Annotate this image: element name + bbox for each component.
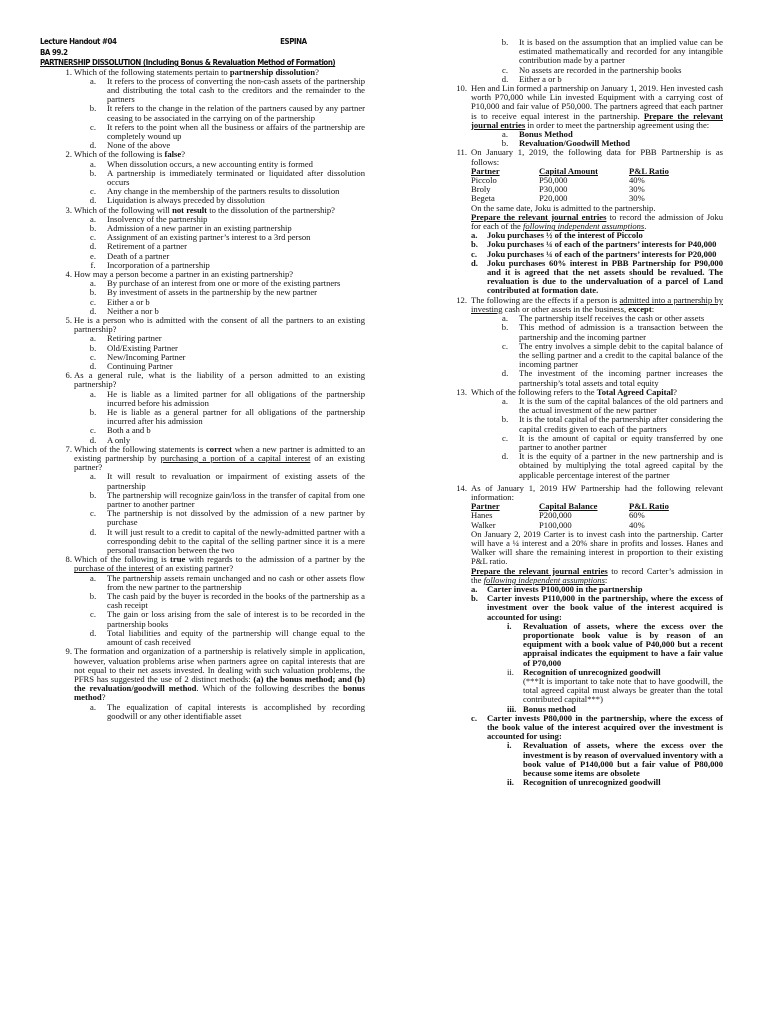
option-letter: c. <box>90 121 96 132</box>
option <box>501 414 723 434</box>
table-cell: 60% <box>629 510 645 521</box>
option-letter: b. <box>89 167 97 178</box>
option-letter: b. <box>501 37 509 47</box>
option-text: None of the above <box>107 140 171 151</box>
instruction-italic: following independent assumptions <box>523 221 645 232</box>
option-text: A partnership is immediately terminated or liquidated after dissolution occurs <box>107 167 365 187</box>
option-letter: a. <box>90 333 96 344</box>
question-number: 7. <box>65 443 72 454</box>
document-header <box>40 36 336 68</box>
option-text: The partnership assets remain unchanged and no cash or other assets flow from the new partner to the partnership <box>107 572 365 592</box>
option-text: This method of admission is a transaction between the partnership and the incoming partner <box>519 322 723 342</box>
option-text: It will result to revaluation or impairment of existing assets of the partnership <box>107 471 365 491</box>
option-text: Revaluation/Goodwill Method <box>519 138 631 149</box>
question-10-options <box>501 129 723 149</box>
option-letter: a. <box>90 213 96 224</box>
option-text: He is liable as a limited partner for all obligations of the partnership incurred before his admission <box>107 388 365 408</box>
question-text: Which of the following statements is <box>74 443 206 454</box>
table-cell: P50,000 <box>539 175 568 186</box>
question-text: Which of the following will <box>74 204 173 215</box>
option-text: He is liable as a general partner for all obligations of the partnership incurred after his admission <box>107 407 365 427</box>
sub-roman: i. <box>507 740 512 751</box>
question-9 <box>65 646 365 703</box>
sub-text: Carter invests P100,000 in the partnership <box>487 583 643 594</box>
course-code: BA 99.2 <box>40 46 68 57</box>
instruction-text: : <box>604 574 608 585</box>
question-text: As of January 1, 2019 HW Partnership had the following relevant information: <box>471 482 723 502</box>
option-text: Any change in the membership of the partners results to dissolution <box>107 186 340 197</box>
sub-letter: d. <box>471 257 478 268</box>
question-number: 4. <box>65 268 72 279</box>
option-letter: c. <box>90 609 96 620</box>
option-letter: d. <box>89 434 97 445</box>
option-letter: b. <box>89 287 97 298</box>
option-letter: c. <box>502 432 508 443</box>
option <box>89 526 365 556</box>
option-text: No assets are recorded in the partnership books <box>519 64 682 75</box>
option-letter: a. <box>90 75 96 86</box>
option <box>502 432 723 452</box>
question-7-options <box>89 471 365 556</box>
instruction-emphasis: Prepare the relevant journal entries <box>471 211 607 222</box>
column-header: P&L Ratio <box>629 501 669 512</box>
question-text: ? <box>315 66 319 77</box>
option <box>90 508 365 528</box>
option-letter: d. <box>89 627 97 638</box>
question-13-options <box>501 395 723 480</box>
option-text: The partnership will recognize gain/loss in the transfer of capital from one partner to another partner <box>107 489 365 510</box>
option-letter: c. <box>502 64 508 75</box>
question-14 <box>456 482 723 502</box>
option-text: The partnership is not dissolved by the admission of a new partner by purchase <box>107 508 365 528</box>
option-text: Death of a partner <box>107 250 170 261</box>
question-number: 14. <box>456 482 467 493</box>
option <box>89 167 365 187</box>
question-5 <box>65 314 365 335</box>
option-text: Admission of a new partner in an existing partnership <box>107 222 292 233</box>
option-letter: b. <box>501 322 509 333</box>
question-2-options <box>89 158 365 206</box>
document-title: PARTNERSHIP DISSOLUTION (Including Bonus & Revaluation Method of Formation) <box>40 57 336 67</box>
question-14-sub-c-item <box>507 740 723 779</box>
option-letter: c. <box>90 508 96 519</box>
option-text: Retirement of a partner <box>107 241 187 252</box>
question-emphasis: false <box>164 149 182 160</box>
question-emphasis: (a) the bonus method; and (b) the revaluation/goodwill method <box>74 673 365 694</box>
option-letter: a. <box>90 278 96 289</box>
left-column <box>40 36 365 721</box>
sub-letter: b. <box>471 239 478 250</box>
option-text: It refers to the process of converting the non-cash assets of the partnership and distributing the total cash to the creditors and the remainder to the partners <box>107 75 365 105</box>
sub-letter: b. <box>471 593 478 604</box>
question-14-note: On January 2, 2019 Carter is to invest cash into the partnership. Carter will have a ¼ interest and a 20% share in profits and losses. Hanes and Walker will share the remaining interest in proportion to their existing P&L ratio. <box>471 528 723 567</box>
question-9-options-right <box>501 37 723 84</box>
option <box>89 627 365 648</box>
option-text: It is the sum of the capital balances of the old partners and the actual investment of the new partner <box>519 395 723 416</box>
question-text: when a new partner is admitted to an existing partnership by <box>74 443 365 464</box>
option-letter: c. <box>90 186 96 197</box>
sub-text: Bonus method <box>523 703 576 714</box>
question-number: 1. <box>65 66 72 77</box>
sub-text: Carter invests P110,000 in the partnership, where the excess of investment over the book value of the interest acquired is accounted for using: <box>487 593 723 622</box>
question-6 <box>65 370 365 390</box>
option-letter: c. <box>90 351 96 362</box>
table-cell: Walker <box>471 519 496 530</box>
option-text: The investment of the incoming partner increases the partnership’s total assets and total equity <box>519 368 723 388</box>
question-7 <box>65 443 365 473</box>
question-text: The following are the effects if a person is <box>471 294 620 305</box>
question-8-options <box>89 572 365 648</box>
option-letter: b. <box>501 138 509 149</box>
option-letter: c. <box>90 232 96 243</box>
option <box>90 425 365 436</box>
instruction-text: . <box>644 221 647 232</box>
question-14-sub-b-item <box>507 620 723 668</box>
question-number: 5. <box>65 314 72 325</box>
option-letter: c. <box>90 425 96 436</box>
option-letter: b. <box>89 103 97 114</box>
right-column <box>403 38 723 787</box>
option-letter: a. <box>90 388 96 399</box>
column-header: P&L Ratio <box>629 165 669 176</box>
question-text: Hen and Lin formed a partnership on January 1, 2019. Hen invested cash worth P70,000 while Lin invested Equipment with a carrying cost of P10,000 and fair value of P50,000. The partners agreed that each partner is to receive equal interest in the partnership. <box>471 83 723 121</box>
table-cell: Piccolo <box>471 175 497 186</box>
option-text: It is the equity of a partner in the new partnership and is obtained by multiplying the total agreed capital by the applicable percentage interest of the partner <box>519 451 723 480</box>
option-text: It will just result to a credit to capital of the newly-admitted partner with a corresponding debit to the capital of the selling partner since it is a mere personal transaction between the two <box>107 526 365 556</box>
question-text: in order to meet the partnership agreement using the: <box>525 119 710 130</box>
option <box>90 121 365 141</box>
option <box>89 407 365 427</box>
column-header: Partner <box>471 165 500 176</box>
option-letter: d. <box>89 195 97 206</box>
question-1-options <box>89 75 365 151</box>
question-emphasis: correct <box>205 443 233 454</box>
question-text: Which of the following is <box>74 554 171 565</box>
question-text: . Which of the following describes the <box>196 683 344 694</box>
option <box>90 609 365 629</box>
question-11-note: On the same date, Joku is admitted to the partnership. <box>471 202 656 213</box>
sub-letter: a. <box>471 230 478 241</box>
question-number: 10. <box>456 83 467 94</box>
option-text: Either a or b <box>107 296 150 307</box>
question-10 <box>456 83 723 130</box>
option-text: Incorporation of a partnership <box>107 259 210 270</box>
table-cell: P200,000 <box>539 510 572 521</box>
option <box>502 395 723 416</box>
sub-text: Carter invests P80,000 in the partnership, where the excess of the book value of the interest acquired over the investment is accounted for using: <box>487 712 723 742</box>
table-cell: 30% <box>629 193 645 204</box>
table-cell: Begeta <box>471 193 495 204</box>
question-text: He is a person who is admitted with the consent of all the partners to an existing partnership? <box>74 314 365 335</box>
option-letter: d. <box>501 368 509 379</box>
instruction-text: to record the admission of Joku for each of the <box>471 211 723 232</box>
sub-text: Joku purchases ¼ of each of the partners’ interests for P40,000 <box>487 239 717 250</box>
option-text: Either a or b <box>519 73 562 84</box>
sub-roman: iii. <box>507 703 517 714</box>
option-letter: d. <box>89 361 97 371</box>
question-emphasis: except <box>628 303 652 314</box>
question-number: 9. <box>65 646 72 657</box>
question-emphasis: Prepare the relevant journal entries <box>471 110 723 130</box>
column-header: Capital Balance <box>539 501 598 512</box>
question-number: 2. <box>65 149 72 160</box>
question-8 <box>65 554 365 574</box>
question-12-options <box>501 313 723 388</box>
option-text: New/Incoming Partner <box>107 351 186 362</box>
option-text: The cash paid by the buyer is recorded in the books of the partnership as a cash receipt <box>107 591 365 611</box>
option <box>89 103 365 123</box>
question-11-instruction <box>471 213 723 231</box>
question-emphasis: true <box>170 554 186 565</box>
instruction-text: to record Carter’s admission in the <box>471 565 723 585</box>
question-11 <box>456 147 723 167</box>
option-letter: d. <box>89 140 97 151</box>
option-letter: a. <box>502 129 508 140</box>
sub-letter: a. <box>471 583 478 594</box>
question-number: 3. <box>65 204 72 215</box>
instruction-emphasis: Prepare the relevant journal entries <box>471 565 608 576</box>
option <box>502 340 723 370</box>
option <box>89 591 365 611</box>
option-letter: b. <box>89 489 97 500</box>
question-underline: purchase of the interest <box>74 563 154 574</box>
option <box>89 489 365 510</box>
table-cell: 40% <box>629 519 645 530</box>
sub-text: Joku purchases ¼ of each of the partners’ interests for P20,000 <box>487 248 717 259</box>
table-cell: P100,000 <box>539 519 572 530</box>
option <box>90 701 365 721</box>
question-9-options-left <box>90 701 365 721</box>
option <box>501 37 723 66</box>
sub-letter: c. <box>471 712 477 723</box>
question-number: 6. <box>65 370 72 381</box>
question-text: On January 1, 2019, the following data for PBB Partnership is as follows: <box>471 147 723 167</box>
pbb-capital-table <box>471 167 669 204</box>
question-text: of an existing partner? <box>153 563 234 574</box>
question-emphasis: Total Agreed Capital <box>596 386 674 397</box>
question-11-sub <box>471 257 723 296</box>
sub-text: Joku purchases 60% interest in PBB Partnership for P90,000 and it is agreed that the net assets should be revalued. The revaluation is due to the undervaluation of a parcel of Land contributed at formation date. <box>487 257 723 296</box>
table-cell: P20,000 <box>539 193 568 204</box>
question-text: ? <box>101 692 106 703</box>
option-letter: d. <box>89 526 97 537</box>
option-text: Insolvency of the partnership <box>107 213 208 224</box>
hw-capital-table <box>471 502 669 530</box>
option-letter: a. <box>90 572 96 583</box>
table-cell: Broly <box>471 184 491 195</box>
sub-letter: c. <box>471 248 477 259</box>
option-text: Both a and b <box>107 425 151 436</box>
sub-roman: ii. <box>507 777 514 788</box>
question-text: How may a person become a partner in an existing partnership? <box>74 268 294 279</box>
option-text: Continuing Partner <box>107 361 173 371</box>
question-text: The formation and organization of a partnership is relatively simple in application, however, valuation problems arise when partners agree on capital interests that are not equal to their net assets invested. In dealing with such valuation problems, the PFRS has suggested the use of 2 distinct methods: <box>74 646 365 684</box>
option-letter: d. <box>501 451 509 462</box>
option-text: Bonus Method <box>519 129 573 140</box>
question-text: cash or other assets in the business, <box>502 303 629 314</box>
question-14-sub-c <box>471 712 723 742</box>
question-text: ? <box>673 386 677 397</box>
question-text: Which of the following is <box>74 149 165 160</box>
option-letter: e. <box>90 250 96 261</box>
table-cell: 30% <box>629 184 645 195</box>
option-text: It refers to the point when all the business or affairs of the partnership are completely wound up <box>107 121 365 141</box>
option-text: When dissolution occurs, a new accounting entity is formed <box>107 158 313 169</box>
option-text: Neither a nor b <box>107 305 159 316</box>
option-text: The gain or loss arising from the sale of interest is to be recorded in the partnership books <box>107 609 365 629</box>
option-letter: f. <box>90 259 96 270</box>
option-text: It refers to the change in the relation of the partners caused by any partner ceasing to be associated in the carrying on of the partnership <box>107 103 365 123</box>
option-text: The partnership itself receives the cash or other assets <box>519 313 705 324</box>
question-text: ? <box>181 149 186 160</box>
option-letter: a. <box>502 395 508 406</box>
option <box>501 451 723 480</box>
option-letter: d. <box>89 241 97 252</box>
question-underline: purchasing a portion of a capital interest <box>160 453 311 464</box>
question-text: Which of the following refers to the <box>471 386 597 397</box>
question-underline: admitted into a partnership by investing <box>471 294 723 314</box>
option <box>90 471 365 491</box>
table-cell: Hanes <box>471 510 493 521</box>
option-text: By investment of assets in the partnership by the new partner <box>107 287 318 298</box>
option-letter: b. <box>501 414 509 425</box>
question-14-sub-b <box>471 593 723 622</box>
option-text: Old/Existing Partner <box>107 342 178 353</box>
option <box>501 322 723 342</box>
sub-roman: i. <box>507 620 512 631</box>
option-letter: b. <box>89 591 97 602</box>
option <box>90 572 365 592</box>
handout-number: Lecture Handout #04 <box>40 36 117 46</box>
question-text: As a general rule, what is the liability of a person admitted to an existing partnership? <box>74 370 365 390</box>
option-text: The entry involves a simple debit to the capital balance of the selling partner and a credit to the capital balance of the incoming partner <box>519 340 723 370</box>
sub-text: Recognition of unrecognized goodwill <box>523 666 661 677</box>
column-header: Capital Amount <box>539 165 598 176</box>
option-text: The equalization of capital interests is accomplished by recording goodwill or any other identifiable asset <box>107 701 365 721</box>
option <box>501 368 723 388</box>
question-number: 13. <box>456 386 467 397</box>
question-text: with regards to the admission of a partner by the <box>185 554 365 565</box>
option-letter: a. <box>90 158 96 169</box>
option-text: By purchase of an interest from one or more of the existing partners <box>107 278 341 289</box>
option-letter: a. <box>90 701 96 712</box>
option-text: A only <box>107 434 131 445</box>
question-4-options <box>89 278 365 316</box>
question-text: of an existing partner? <box>74 453 365 473</box>
option-text: Assignment of an existing partner’s interest to a 3rd person <box>107 232 311 243</box>
option-letter: a. <box>90 471 96 482</box>
option-text: It is based on the assumption that an implied value can be estimated mathematically and recorded for any intangible contribution made by a partner <box>519 37 723 66</box>
option-text: Total liabilities and equity of the partnership will change equal to the amount of cash received <box>107 627 365 648</box>
instruction-italic: following independent assumptions <box>483 574 605 585</box>
sub-text: Revaluation of assets, where the excess over the proportionate book value is by reason of an equipment with a book value of P40,000 but a recent appraisal indicates the equipment to have a fair value of P70,000 <box>523 620 723 668</box>
option-text: It is the amount of capital or equity transferred by one partner to another partner <box>519 432 723 452</box>
option-letter: b. <box>89 222 97 233</box>
option-letter: d. <box>89 305 97 316</box>
table-cell: 40% <box>629 175 645 186</box>
table-cell: P30,000 <box>539 184 568 195</box>
question-number: 12. <box>456 294 467 305</box>
option-letter: c. <box>502 340 508 351</box>
question-5-options <box>89 333 365 371</box>
question-number: 8. <box>65 554 72 565</box>
option-letter: b. <box>89 342 97 353</box>
question-emphasis: partnership dissolution <box>229 66 316 77</box>
question-text: : <box>651 303 655 314</box>
question-text: to the dissolution of the partnership? <box>207 204 335 215</box>
sub-text: Recognition of unrecognized goodwill <box>523 777 661 788</box>
option-letter: a. <box>502 313 508 324</box>
author-name: ESPINA <box>280 36 307 46</box>
column-header: Partner <box>471 501 500 512</box>
question-14-sub-c-item <box>507 777 723 788</box>
question-emphasis: bonus method <box>74 683 365 703</box>
goodwill-note: (***It is important to take note that to have goodwill, the total agreed capital must always be greater than the total contributed capital***) <box>523 676 723 705</box>
option-letter: d. <box>501 73 509 84</box>
question-number: 11. <box>456 147 467 158</box>
sub-text: Revaluation of assets, where the excess over the investment is by reason of overvalued inventory with a book value of P140,000 but a fair value of P80,000 because some items are obsolete <box>523 740 723 779</box>
option-letter: b. <box>89 407 97 418</box>
option <box>90 388 365 408</box>
question-3-options <box>89 213 365 270</box>
sub-roman: ii. <box>507 666 514 677</box>
question-6-options <box>89 388 365 445</box>
question-12 <box>456 294 723 314</box>
question-emphasis: not result <box>172 204 208 215</box>
option-text: Retiring partner <box>107 333 162 344</box>
option-text: It is the total capital of the partnership after considering the capital credits given to each of the partners <box>519 414 723 434</box>
question-text: Which of the following statements pertain to <box>74 66 230 77</box>
question-14-instruction <box>471 567 723 585</box>
option <box>90 75 365 105</box>
sub-text: Joku purchases ½ of the interest of Piccolo <box>487 230 643 241</box>
option-text: Liquidation is always preceded by dissolution <box>107 195 265 206</box>
option-letter: c. <box>90 296 96 307</box>
